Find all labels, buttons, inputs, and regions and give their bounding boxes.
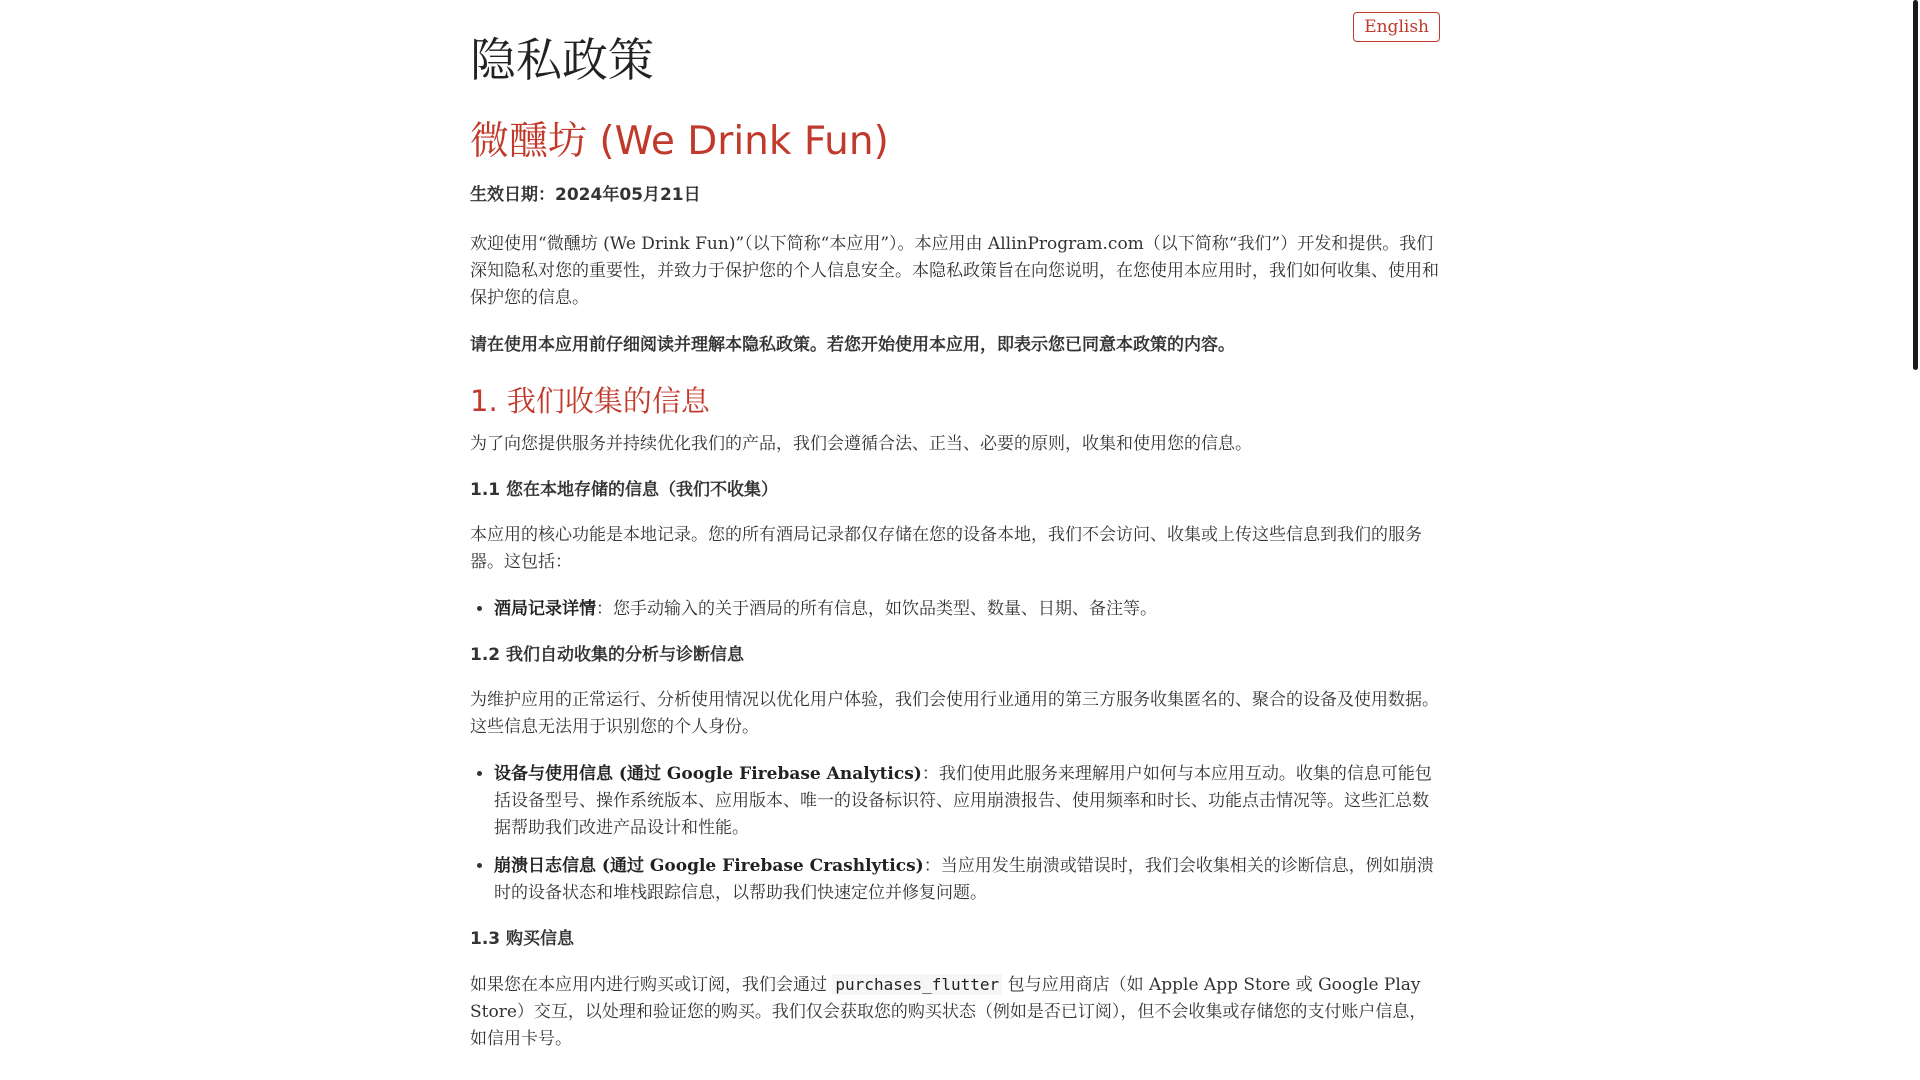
subsection-1-3-text — [470, 971, 1440, 1053]
text-before-code: 如果您在本应用内进行购买或订阅，我们会通过 — [470, 975, 833, 995]
list-item-label: 崩溃日志信息 (通过 Google Firebase Crashlytics) — [494, 856, 924, 876]
language-toggle-button[interactable]: English — [1353, 12, 1440, 42]
list-item — [494, 596, 1440, 623]
package-name-code: purchases_flutter — [832, 974, 1002, 995]
section-1-heading: 1. 我们收集的信息 — [470, 384, 710, 418]
effective-date: 生效日期：2024年05月21日 — [470, 185, 701, 205]
section-1-intro: 为了向您提供服务并持续优化我们的产品，我们会遵循合法、正当、必要的原则，收集和使用您的信息。 — [470, 434, 1252, 454]
list-item-text: ：当应用发生崩溃或错误时，我们会收集相关的诊断信息，例如崩溃时的设备状态和堆栈跟踪信息，以帮助我们快速定位并修复问题。 — [494, 856, 1434, 903]
list-item — [494, 761, 1440, 842]
list-item — [494, 853, 1440, 907]
list-item-text: ：我们使用此服务来理解用户如何与本应用互动。收集的信息可能包括设备型号、操作系统版本、应用版本、唯一的设备标识符、应用崩溃报告、使用频率和时长、功能点击情况等。这些汇总数据帮助我们改进产品设计和性能。 — [494, 764, 1432, 838]
text-after-code: 包与应用商店（如 Apple App Store 或 Google Play Store）交互，以处理和验证您的购买。我们仅会获取您的购买状态（例如是否已订阅），但不会收集或存储您的支付账户信息，如信用卡号。 — [470, 975, 1427, 1049]
subsection-1-2-heading: 1.2 我们自动收集的分析与诊断信息 — [470, 645, 745, 665]
vertical-scrollbar[interactable] — [1913, 0, 1918, 370]
list-item-label: 酒局记录详情 — [494, 599, 596, 619]
page-title: 隐私政策 — [470, 33, 654, 87]
subsection-1-2-list — [470, 761, 1440, 907]
intro-paragraph: 欢迎使用“微醺坊 (We Drink Fun)”（以下简称“本应用”）。本应用由 AllinProgram.com（以下简称“我们”）开发和提供。我们深知隐私对您的重要性，并致力于保护您的个人信息安全。本隐私政策旨在向您说明，在您使用本应用时，我们如何收集、使用和保护您的信息。 — [470, 234, 1439, 308]
list-item-label: 设备与使用信息 (通过 Google Firebase Analytics) — [494, 764, 922, 784]
subsection-1-1-text: 本应用的核心功能是本地记录。您的所有酒局记录都仅存储在您的设备本地，我们不会访问、收集或上传这些信息到我们的服务器。这包括： — [470, 525, 1422, 572]
notice-paragraph: 请在使用本应用前仔细阅读并理解本隐私政策。若您开始使用本应用，即表示您已同意本政策的内容。 — [470, 335, 1235, 355]
subsection-1-2-text: 为维护应用的正常运行、分析使用情况以优化用户体验，我们会使用行业通用的第三方服务收集匿名的、聚合的设备及使用数据。这些信息无法用于识别您的个人身份。 — [470, 690, 1439, 737]
subsection-1-3-heading: 1.3 购买信息 — [470, 929, 575, 949]
list-item-text: ：您手动输入的关于酒局的所有信息，如饮品类型、数量、日期、备注等。 — [596, 599, 1157, 619]
app-name-heading: 微醺坊 (We Drink Fun) — [470, 119, 889, 164]
subsection-1-1-heading: 1.1 您在本地存储的信息（我们不收集） — [470, 480, 779, 500]
subsection-1-1-list — [470, 596, 1440, 623]
policy-content — [470, 116, 1440, 1073]
